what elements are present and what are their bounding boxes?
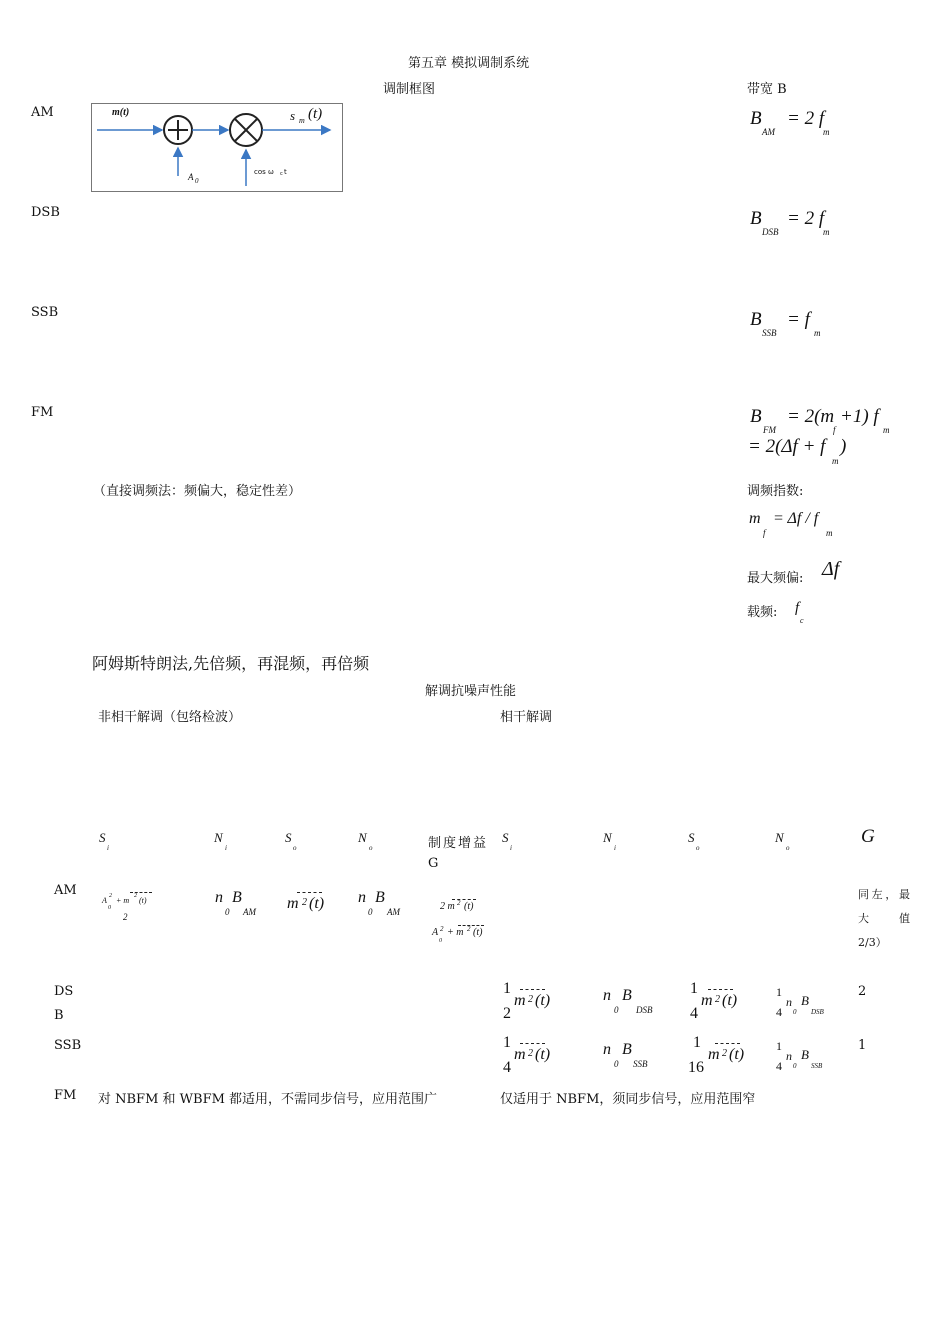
- bw-fm-B: B: [750, 406, 762, 427]
- ssb-si-num: 1: [503, 1034, 511, 1051]
- noise-row-label-fm: FM: [54, 1088, 77, 1103]
- bw-fm-rhs2b: ): [840, 436, 847, 457]
- dsb-no-sub: DSB: [811, 1008, 824, 1016]
- row-label-am: AM: [31, 105, 54, 120]
- row-label-ssb: SSB: [31, 305, 59, 320]
- fm-coherent-note: 仅适用于 NBFM，须同步信号，应用范围窄: [500, 1092, 756, 1107]
- am-no-n: n: [358, 889, 366, 906]
- th-gain: 制度增益: [428, 836, 489, 851]
- dsb-so-num: 1: [690, 980, 698, 997]
- bw-fm-f-sub: f: [833, 425, 836, 435]
- th-coh-si-S: S: [502, 830, 509, 845]
- dsb-si-overline: [520, 989, 545, 990]
- am-g-value: 同左，最大 值 2/3）: [858, 888, 910, 949]
- column-header-bandwidth: 带宽 B: [747, 82, 787, 97]
- am-g-den-overline: [458, 925, 484, 926]
- dsb-so-den: 4: [690, 1005, 698, 1022]
- bw-dsb-rhs: = 2 f: [787, 208, 825, 229]
- am-g-num-sq: 2: [457, 899, 461, 907]
- am-no-sub: AM: [387, 907, 400, 917]
- dsb-no-zero: 0: [793, 1008, 797, 1016]
- ssb-ni-B: B: [622, 1041, 632, 1058]
- th-coh-so-sub: o: [696, 844, 700, 852]
- th-ni-sub: i: [225, 844, 227, 852]
- fm-index-f-sub: f: [763, 528, 766, 538]
- dsb-si-den: 2: [503, 1005, 511, 1022]
- bw-fm-sub: FM: [763, 425, 776, 435]
- th-no-N: N: [358, 830, 367, 845]
- diagram-output-s: s: [290, 108, 296, 123]
- diagram-output-sub: m: [299, 116, 305, 125]
- am-g-den-plus-m: + m: [447, 927, 464, 938]
- th-coh-no-sub: o: [786, 844, 790, 852]
- am-si-den: 2: [123, 912, 128, 922]
- th-so-sub: o: [293, 844, 297, 852]
- am-so-sq: 2: [302, 897, 307, 908]
- th-no-sub: o: [369, 844, 373, 852]
- am-modulation-diagram: [91, 103, 343, 192]
- diagram-carrier-label: cos ω: [254, 168, 274, 176]
- ssb-so-den: 16: [688, 1059, 704, 1076]
- am-si-A-sq: 2: [109, 893, 112, 899]
- th-ni-N: N: [214, 830, 223, 845]
- ssb-no-den: 4: [776, 1059, 782, 1073]
- ssb-si-overline: [520, 1043, 545, 1044]
- am-si-t: (t): [139, 896, 147, 905]
- am-si-A: A: [102, 896, 107, 905]
- bw-fm-m-sub: m: [883, 425, 890, 435]
- am-si-A-sub: 0: [108, 905, 111, 911]
- am-so-overline: [297, 892, 322, 893]
- fm-noncoherent-note: 对 NBFM 和 WBFM 都适用，不需同步信号，应用范围广: [98, 1092, 438, 1107]
- ssb-no-num: 1: [776, 1039, 782, 1053]
- ssb-so-sq: 2: [722, 1048, 727, 1059]
- dsb-ni-zero: 0: [614, 1005, 619, 1015]
- bw-fm-rhs1b: +1) f: [840, 406, 879, 427]
- th-si-sub: i: [107, 844, 109, 852]
- am-g-num-t: (t): [464, 901, 474, 912]
- th-gain-g: G: [428, 856, 439, 871]
- bw-dsb-B: B: [750, 208, 762, 229]
- diagram-carrier-t: t: [284, 168, 287, 176]
- am-si-plus-m: + m: [116, 896, 130, 905]
- fm-index-m: m: [749, 510, 761, 527]
- th-coh-ni-N: N: [603, 830, 612, 845]
- bw-am-B: B: [750, 108, 762, 129]
- ssb-so-t: (t): [729, 1046, 745, 1063]
- bw-dsb-sub: DSB: [762, 227, 779, 237]
- noise-row-label-am: AM: [54, 883, 77, 898]
- am-so-t: (t): [309, 895, 325, 912]
- dsb-no-n: n: [786, 995, 792, 1009]
- dsb-ni-n: n: [603, 987, 611, 1004]
- ssb-ni-zero: 0: [614, 1059, 619, 1069]
- dsb-si-t: (t): [535, 992, 551, 1009]
- th-G: G: [861, 826, 875, 847]
- dsb-g-value: 2: [858, 984, 867, 999]
- ssb-no-B: B: [801, 1047, 809, 1062]
- am-ni-zero: 0: [225, 907, 230, 917]
- bw-fm-rhs2: = 2(Δf + f: [748, 436, 826, 457]
- dsb-no-B: B: [801, 993, 809, 1008]
- fm-index-label: 调频指数:: [747, 484, 804, 499]
- noise-row-label-ssb: SSB: [54, 1038, 82, 1053]
- bw-fm-rhs2-m: m: [832, 456, 839, 466]
- diagram-input-label: m(t): [112, 107, 130, 118]
- am-si-m-sq: 2: [134, 893, 137, 899]
- noise-section-title: 解调抗噪声性能: [425, 684, 517, 699]
- bw-am-sub: AM: [762, 127, 775, 137]
- diagram-dc-label: A: [188, 172, 194, 182]
- column-header-diagram: 调制框图: [383, 82, 436, 97]
- am-no-zero: 0: [368, 907, 373, 917]
- coherent-header: 相干解调: [500, 710, 553, 725]
- diagram-output-t: (t): [308, 106, 323, 122]
- ssb-g-value: 1: [858, 1038, 867, 1053]
- fm-direct-note: （直接调频法：频偏大，稳定性差）: [93, 484, 302, 499]
- am-g-den-t: (t): [473, 927, 483, 938]
- bw-ssb-rhs: = f: [787, 309, 810, 330]
- am-ni-n: n: [215, 889, 223, 906]
- th-coh-si-sub: i: [510, 844, 512, 852]
- noise-row-label-dsb-bot: B: [54, 1008, 64, 1023]
- am-g-den-A: A: [432, 927, 439, 938]
- dsb-so-m: m: [701, 992, 713, 1009]
- ssb-si-den: 4: [503, 1059, 511, 1076]
- th-coh-so-S: S: [688, 830, 695, 845]
- dsb-si-num: 1: [503, 980, 511, 997]
- fm-carrier-label: 载频:: [747, 605, 778, 620]
- fm-index-rhs: = Δf / f: [773, 510, 819, 527]
- ssb-no-n: n: [786, 1049, 792, 1063]
- row-label-dsb: DSB: [31, 205, 60, 220]
- ssb-so-overline: [715, 1043, 740, 1044]
- dsb-si-m: m: [514, 992, 526, 1009]
- am-so-m: m: [287, 895, 299, 912]
- ssb-no-zero: 0: [793, 1062, 797, 1070]
- th-coh-no-N: N: [775, 830, 784, 845]
- th-si-S: S: [99, 830, 106, 845]
- fm-armstrong-note: 阿姆斯特朗法,先倍频，再混频，再倍频: [92, 654, 370, 673]
- am-g-den-A-sub: 0: [439, 938, 442, 944]
- dsb-no-den: 4: [776, 1005, 782, 1019]
- am-g-den-A-sq: 2: [440, 925, 444, 933]
- ssb-si-t: (t): [535, 1046, 551, 1063]
- bw-ssb-m: m: [814, 328, 821, 338]
- noise-row-label-dsb-top: DS: [54, 984, 74, 999]
- bw-am-m: m: [823, 127, 830, 137]
- row-label-fm: FM: [31, 405, 54, 420]
- ssb-si-sq: 2: [528, 1048, 533, 1059]
- dsb-no-num: 1: [776, 985, 782, 999]
- fm-carrier-f: f: [795, 600, 800, 616]
- noncoherent-header: 非相干解调（包络检波）: [98, 710, 242, 725]
- ssb-so-m: m: [708, 1046, 720, 1063]
- ssb-si-m: m: [514, 1046, 526, 1063]
- dsb-so-t: (t): [722, 992, 738, 1009]
- am-ni-B: B: [232, 889, 242, 906]
- diagram-carrier-sub: c: [280, 171, 283, 177]
- am-si-overline: [130, 892, 152, 893]
- am-g-den-m-sq: 2: [467, 925, 471, 933]
- page-title: 第五章 模拟调制系统: [408, 56, 530, 71]
- bw-fm-rhs1: = 2(m: [787, 406, 835, 427]
- dsb-so-overline: [708, 989, 733, 990]
- bw-dsb-m: m: [823, 227, 830, 237]
- am-ni-sub: AM: [243, 907, 256, 917]
- fm-index-m-sub: m: [826, 528, 833, 538]
- dsb-ni-B: B: [622, 987, 632, 1004]
- fm-max-dev-symbol: Δf: [822, 558, 840, 580]
- dsb-ni-sub: DSB: [636, 1005, 653, 1015]
- ssb-no-sub: SSB: [811, 1062, 823, 1070]
- bw-ssb-sub: SSB: [762, 328, 777, 338]
- ssb-ni-n: n: [603, 1041, 611, 1058]
- th-coh-ni-sub: i: [614, 844, 616, 852]
- am-g-num: 2 m: [440, 901, 455, 912]
- ssb-ni-sub: SSB: [633, 1059, 648, 1069]
- dsb-si-sq: 2: [528, 994, 533, 1005]
- ssb-so-num: 1: [693, 1034, 701, 1051]
- th-so-S: S: [285, 830, 292, 845]
- bw-ssb-B: B: [750, 309, 762, 330]
- dsb-so-sq: 2: [715, 994, 720, 1005]
- am-g-num-overline: [452, 899, 476, 900]
- bw-am-rhs: = 2 f: [787, 108, 825, 129]
- am-no-B: B: [375, 889, 385, 906]
- diagram-dc-sub: 0: [195, 177, 199, 185]
- fm-max-dev-label: 最大频偏:: [747, 571, 804, 586]
- fm-carrier-sub: c: [800, 616, 804, 625]
